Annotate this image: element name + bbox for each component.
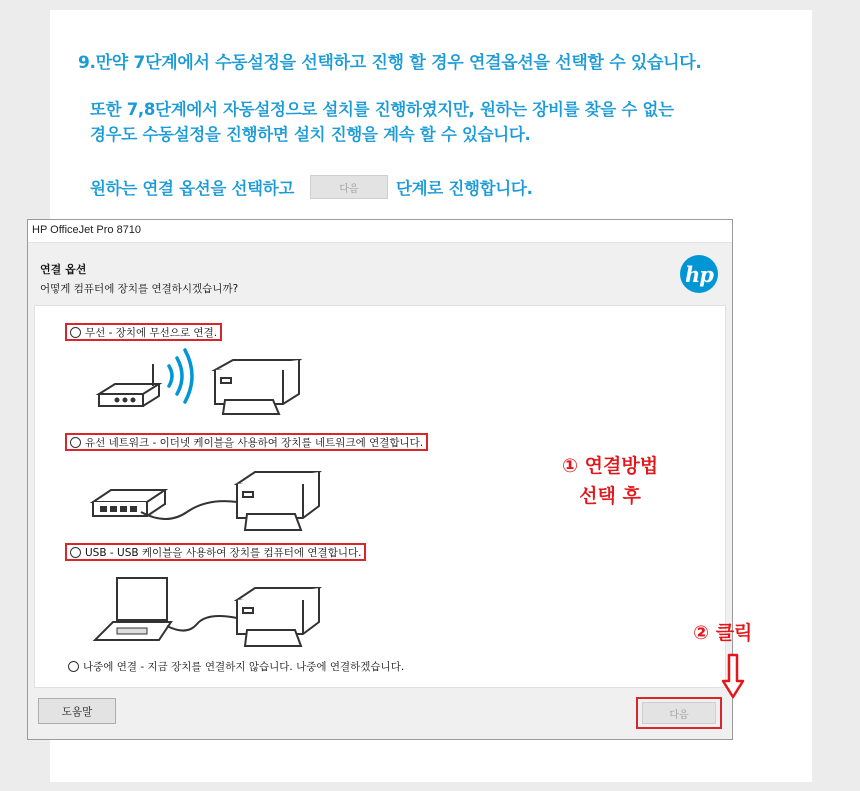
option-wired-label: 유선 네트워크 - 이더넷 케이블을 사용하여 장치를 네트워크에 연결합니다.	[85, 436, 424, 449]
window-titlebar: HP OfficeJet Pro 8710	[28, 220, 732, 243]
option-usb[interactable]	[65, 543, 366, 561]
option-wireless-label: 무선 - 장치에 무선으로 연결.	[85, 326, 218, 339]
usb-laptop-printer-illustration	[87, 564, 327, 654]
option-connect-later[interactable]	[65, 657, 407, 675]
guide-paragraph-line2: 경우도 수동설정을 진행하면 설치 진행을 계속 할 수 있습니다.	[90, 125, 531, 144]
inline-next-button-image: 다음	[310, 175, 388, 199]
help-button[interactable]: 도움말	[38, 698, 116, 724]
radio-icon[interactable]	[70, 327, 81, 338]
guide-instruction	[90, 175, 533, 199]
annotation-step1	[540, 451, 680, 511]
next-button[interactable]: 다음	[642, 702, 716, 724]
section-title: 연결 옵션	[40, 263, 87, 276]
next-button-highlight	[636, 697, 722, 729]
instruction-text-after: 단계로 진행합니다.	[396, 179, 533, 198]
instruction-text-before: 원하는 연결 옵션을 선택하고	[90, 179, 295, 198]
section-subtitle: 어떻게 컴퓨터에 장치를 연결하시겠습니까?	[40, 283, 239, 295]
guide-paragraph	[90, 97, 674, 147]
guide-paragraph-line1: 또한 7,8단계에서 자동설정으로 설치를 진행하였지만, 원하는 장비를 찾을 수 없는	[90, 100, 674, 119]
hp-logo: hp	[680, 255, 718, 293]
option-usb-label: USB - USB 케이블을 사용하여 장치를 컴퓨터에 연결합니다.	[85, 546, 362, 559]
option-later-label: 나중에 연결 - 지금 장치를 연결하지 않습니다. 나중에 연결하겠습니다.	[83, 660, 405, 673]
wired-printer-illustration	[87, 454, 327, 539]
radio-icon[interactable]	[70, 437, 81, 448]
wireless-printer-illustration	[93, 344, 313, 424]
guide-heading: 9.만약 7단계에서 수동설정을 선택하고 진행 할 경우 연결옵션을 선택할 수 있습니다.	[78, 53, 702, 73]
annotation-step2: ② 클릭	[693, 622, 753, 644]
annotation-step1-line2: 선택 후	[579, 485, 641, 507]
radio-icon[interactable]	[70, 547, 81, 558]
option-wireless[interactable]	[65, 323, 222, 341]
arrow-down-icon	[721, 653, 745, 699]
annotation-step1-line1: ① 연결방법	[561, 455, 659, 477]
radio-icon[interactable]	[68, 661, 79, 672]
option-wired-network[interactable]	[65, 433, 428, 451]
